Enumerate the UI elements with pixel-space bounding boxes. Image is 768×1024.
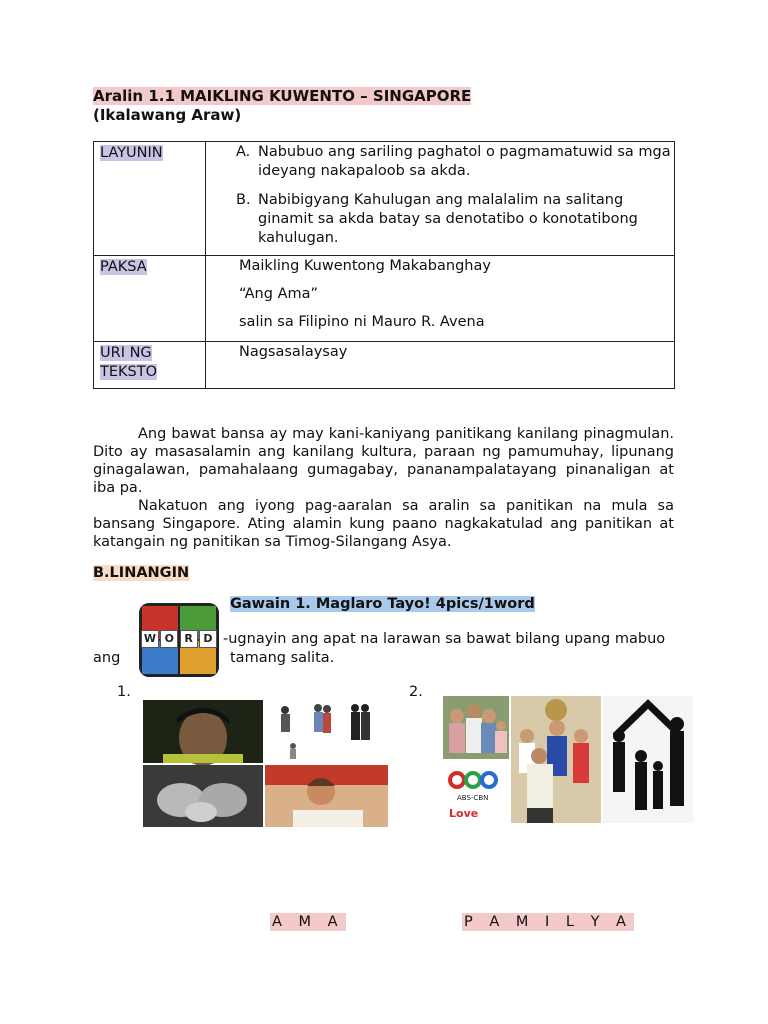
objective-item [206, 191, 674, 248]
table-row-uri [94, 342, 675, 389]
love-logo-text: Love [449, 807, 479, 820]
puzzle-number-1: 1. [117, 684, 131, 700]
table-row-layunin [94, 142, 675, 256]
objective-text: Nabibigyang Kahulugan ang malalalim na salitang ginamit sa akda batay sa denotatibo o konotatibong kahulugan. [258, 192, 638, 246]
focus-paragraph: Nakatuon ang iyong pag-aaralan sa aralin sa panitikan na mula sa bansang Singapore. Ating alamin kung paano nagkakatulad ang panitikan at katangain ng panitikan sa Timog-Silangang Asya. [93, 498, 674, 550]
uri-label-line2: TEKSTO [100, 364, 158, 380]
logo-letter: D [199, 630, 217, 648]
paksa-content-cell [206, 256, 675, 342]
logo-letter: O [160, 630, 178, 648]
logo-letters [141, 630, 217, 648]
layunin-content-cell [206, 142, 675, 256]
puzzle-1-answer: A M A [272, 914, 344, 930]
intro-paragraph: Ang bawat bansa ay may kani-kaniyang panitikang kanilang pinagmulan. Dito ay masasalamin ang kanilang kultura, paraan ng pamumuhay, lipunang ginagalawan, pamahalaang gumagabay, pananampalatayang pinanaligan at iba pa. [93, 426, 674, 496]
logo-letter: W [141, 630, 159, 648]
puzzle-1-collage [143, 700, 388, 827]
layunin-label: LAYUNIN [100, 145, 163, 161]
uri-value: Nagsasalaysay [239, 344, 348, 360]
puzzle-2-images [443, 696, 693, 823]
lesson-title-line1: Aralin 1.1 MAIKLING KUWENTO – SINGAPORE [93, 87, 472, 105]
instruction-line1: -ugnayin ang apat na larawan sa bawat bilang upang mabuo [223, 631, 666, 647]
lesson-title [93, 87, 471, 125]
paksa-label-cell [94, 256, 206, 342]
uri-label-line1: URI NG [100, 345, 152, 361]
puzzle-1-images [143, 700, 388, 827]
objectives-list [206, 143, 674, 248]
puzzle-number-2: 2. [409, 684, 423, 700]
objective-marker: B. [236, 192, 251, 208]
lesson-title-line2: (Ikalawang Araw) [93, 106, 242, 124]
activity-title [230, 595, 535, 614]
objective-item [206, 143, 674, 181]
logo-letter: R [180, 630, 198, 648]
4pics1word-logo-icon [139, 603, 219, 677]
lesson-info-table [93, 141, 675, 389]
objective-marker: A. [236, 144, 251, 160]
instruction-line2-left: ang [93, 650, 121, 666]
instruction-line2-right: tamang salita. [230, 650, 335, 666]
paksa-line: “Ang Ama” [239, 286, 319, 302]
uri-label-cell [94, 342, 206, 389]
table-row-paksa [94, 256, 675, 342]
layunin-label-cell [94, 142, 206, 256]
puzzle-2-collage [443, 696, 693, 823]
paksa-line: salin sa Filipino ni Mauro R. Avena [239, 314, 485, 330]
puzzle-2-answer: P A M I L Y A [464, 914, 632, 930]
section-title [93, 565, 189, 581]
paksa-label: PAKSA [100, 259, 147, 275]
paksa-line: Maikling Kuwentong Makabanghay [239, 258, 491, 274]
abs-cbn-logo-text: ABS-CBN [457, 794, 489, 802]
objective-text: Nabubuo ang sariling paghatol o pagmamatuwid sa mga ideyang nakapaloob sa akda. [258, 144, 671, 179]
section-title-text: B.LINANGIN [93, 565, 190, 581]
uri-content-cell [206, 342, 675, 389]
activity-title-text: Gawain 1. Maglaro Tayo! 4pics/1word [230, 596, 535, 612]
